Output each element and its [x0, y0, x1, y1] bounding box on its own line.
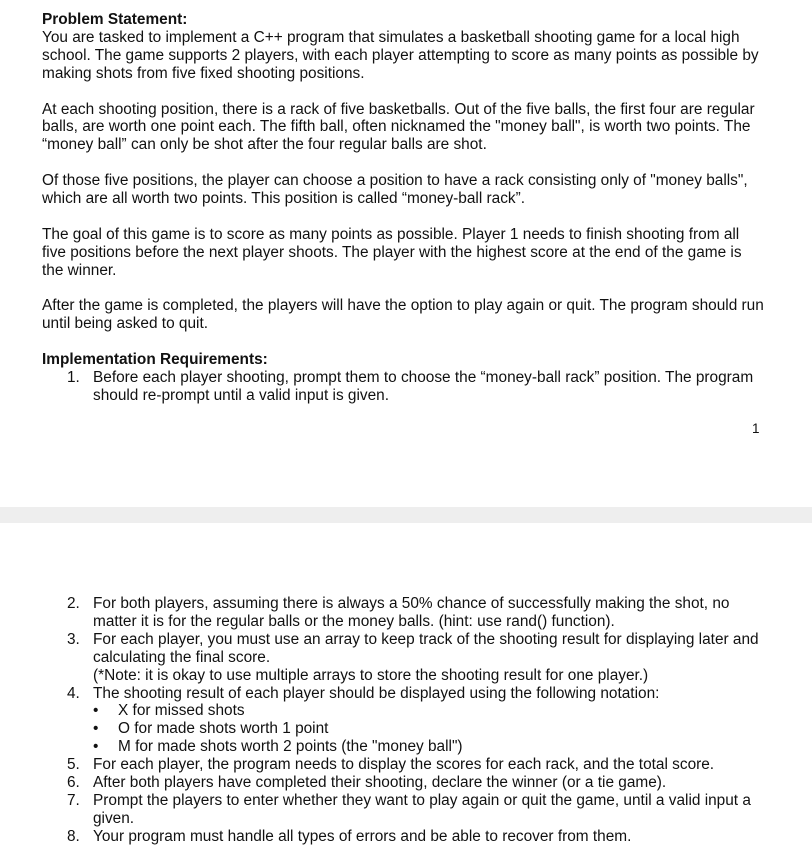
requirement-text: Prompt the players to enter whether they want to play again or quit the game, until a valid input a given.	[93, 791, 751, 827]
requirement-text: Before each player shooting, prompt them to choose the “money-ball rack” position. The program should re-prompt until a valid input is given.	[93, 369, 754, 404]
requirement-text: For each player, the program needs to display the scores for each rack, and the total score.	[93, 756, 715, 774]
bullet-icon: •	[93, 738, 99, 756]
page-2	[0, 523, 812, 847]
notation-item	[93, 738, 767, 756]
requirement-item	[42, 828, 767, 846]
requirement-item	[42, 369, 767, 405]
bullet-icon: •	[93, 702, 99, 720]
requirement-item	[42, 774, 767, 792]
notation-item	[93, 702, 767, 720]
notation-text: M for made shots worth 2 points (the "money ball")	[118, 738, 463, 756]
paragraph-intro: You are tasked to implement a C++ program that simulates a basketball shooting game for a local high school. The game supports 2 players, with each player attempting to score as many points as possible by making shots from five fixed shooting positions.	[42, 28, 759, 82]
requirement-number: 8.	[67, 827, 80, 845]
requirement-number: 2.	[67, 595, 80, 612]
requirement-item	[42, 756, 767, 774]
requirement-item	[42, 595, 767, 631]
requirement-item	[42, 792, 767, 828]
requirements-list-part-2	[42, 595, 767, 846]
requirement-item	[42, 631, 767, 685]
page-2-content	[42, 595, 767, 846]
requirement-text: For each player, you must use an array to keep track of the shooting result for displaying later and calculating the final score.	[93, 630, 759, 666]
requirement-text: For both players, assuming there is always a 50% chance of successfully making the shot, no matter it is for the regular balls or the money balls. (hint: use rand() function).	[93, 595, 730, 630]
requirement-number: 4.	[67, 684, 80, 702]
requirements-list-part-1	[42, 369, 767, 405]
paragraph-money-ball-rack: Of those five positions, the player can choose a position to have a rack consisting only of "money balls", which are all worth two points. This position is called “money-ball rack”.	[42, 172, 748, 208]
implementation-requirements-heading: Implementation Requirements:	[42, 351, 268, 369]
bullet-icon: •	[93, 720, 99, 738]
paragraph-play-again: After the game is completed, the players will have the option to play again or quit. The program should run until being asked to quit.	[42, 297, 764, 333]
notation-text: X for missed shots	[118, 702, 245, 720]
paragraph-goal: The goal of this game is to score as many points as possible. Player 1 needs to finish shooting from all five positions before the next player shoots. The player with the highest score at the end of the game is the winner.	[42, 225, 742, 279]
paragraph-rack-rules: At each shooting position, there is a rack of five basketballs. Out of the five balls, the first four are regular balls, are worth one point each. The fifth ball, often nicknamed the "money ball", is worth two points. The “money ball” can only be shot after the four regular balls are shot.	[42, 100, 755, 154]
page-1-content	[42, 11, 767, 405]
requirement-text: After both players have completed their shooting, declare the winner (or a tie game).	[93, 774, 667, 792]
requirement-text: Your program must handle all types of errors and be able to recover from them.	[93, 827, 632, 845]
requirement-text: The shooting result of each player should be displayed using the following notation:	[93, 684, 660, 702]
notation-item	[93, 720, 767, 738]
requirement-number: 7.	[67, 791, 80, 809]
requirement-number: 1.	[67, 369, 80, 387]
problem-statement-heading: Problem Statement:	[42, 11, 188, 28]
requirement-number: 3.	[67, 630, 80, 648]
notation-list	[93, 702, 767, 756]
requirement-note: (*Note: it is okay to use multiple arrays to store the shooting result for one player.)	[93, 666, 649, 684]
page-number: 1	[752, 421, 760, 436]
requirement-item	[42, 685, 767, 757]
notation-text: O for made shots worth 1 point	[118, 720, 329, 738]
page-separator	[0, 507, 812, 523]
requirement-number: 6.	[67, 774, 80, 792]
requirement-number: 5.	[67, 756, 80, 774]
